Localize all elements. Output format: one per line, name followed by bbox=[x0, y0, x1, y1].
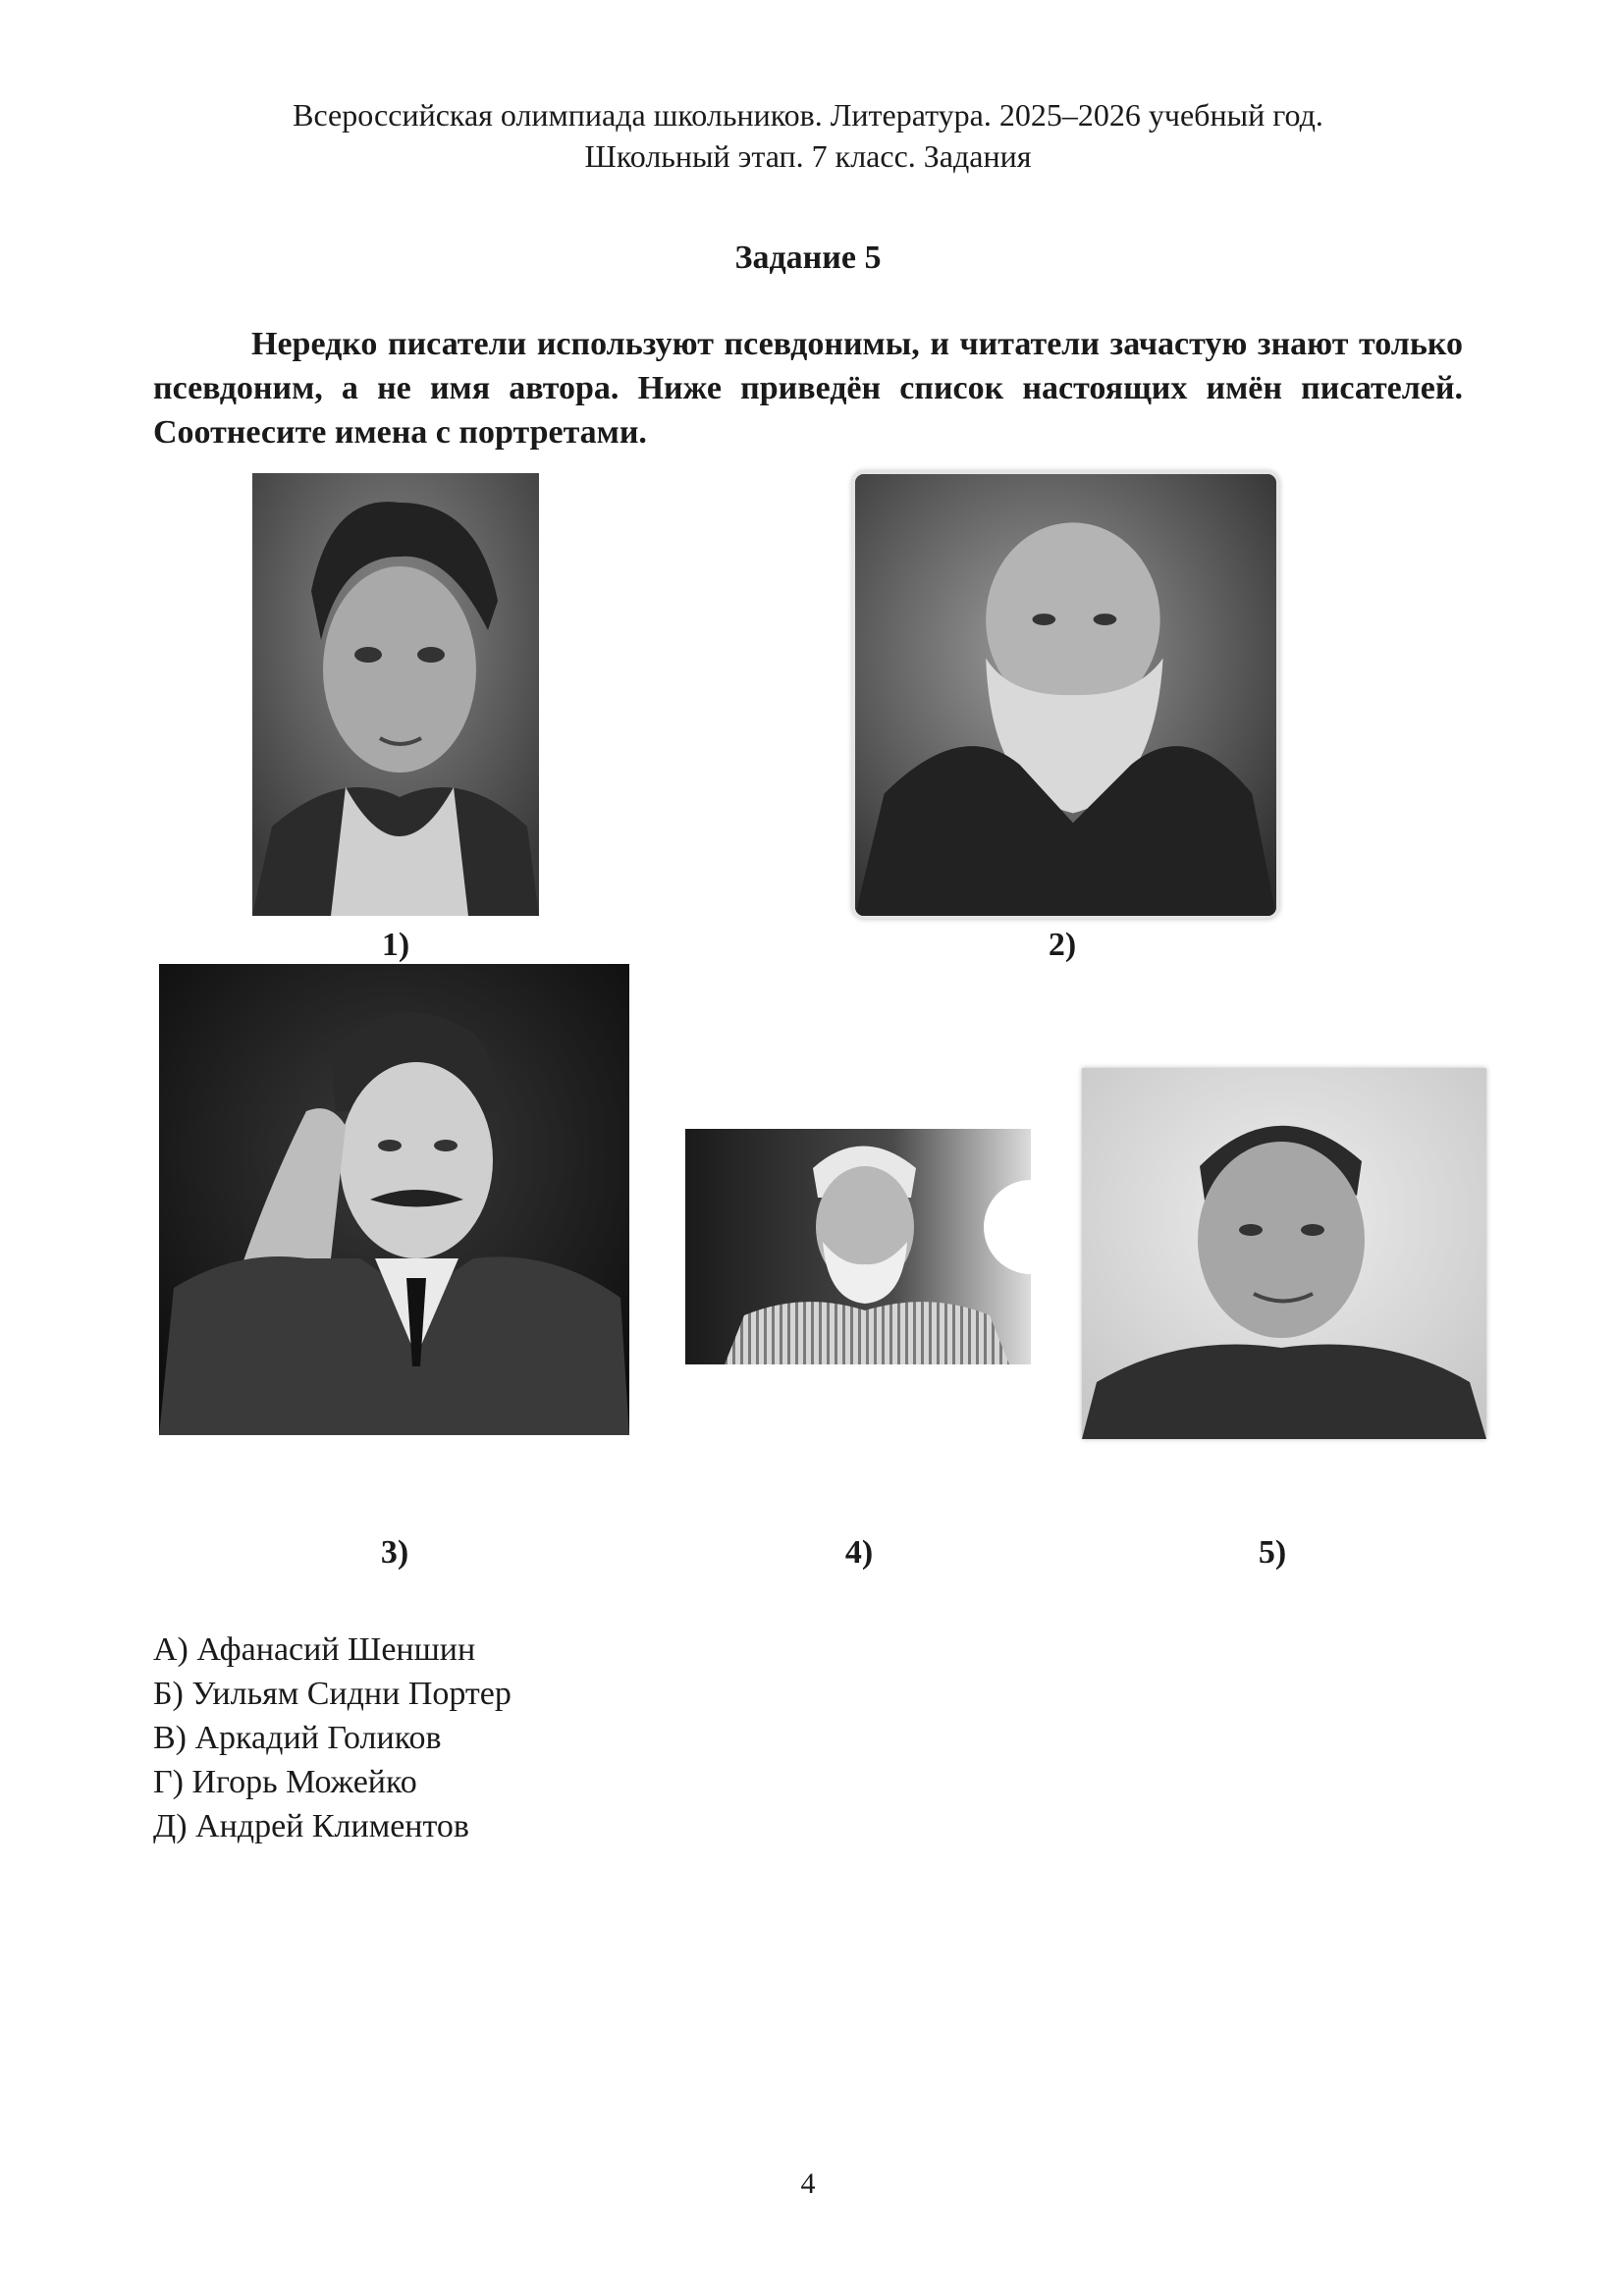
portrait-photo-icon bbox=[159, 964, 629, 1435]
portrait-photo-icon bbox=[855, 474, 1276, 916]
answer-option-g: Г) Игорь Можейко bbox=[153, 1764, 417, 1800]
portrait-4-photo bbox=[685, 1129, 1031, 1364]
portrait-photo-icon bbox=[252, 473, 539, 916]
portrait-3-caption: 3) bbox=[380, 1534, 409, 1571]
task-title: Задание 5 bbox=[734, 240, 882, 276]
portrait-photo-icon bbox=[685, 1129, 1031, 1364]
header-line-1: Всероссийская олимпиада школьников. Литература. 2025–2026 учебный год. bbox=[293, 97, 1323, 133]
document-header bbox=[0, 94, 1616, 177]
portrait-5-caption: 5) bbox=[1258, 1534, 1287, 1571]
answer-option-v: В) Аркадий Голиков bbox=[153, 1720, 442, 1756]
answer-option-d: Д) Андрей Климентов bbox=[153, 1808, 469, 1844]
portrait-1-photo bbox=[252, 473, 539, 916]
portrait-2-caption: 2) bbox=[1048, 927, 1077, 963]
answer-option-a: А) Афанасий Шеншин bbox=[153, 1631, 476, 1668]
portrait-photo-icon bbox=[1082, 1068, 1486, 1439]
portrait-3-photo bbox=[159, 964, 629, 1435]
answer-option-b: Б) Уильям Сидни Портер bbox=[153, 1676, 512, 1712]
page-number: 4 bbox=[800, 2167, 816, 2200]
portrait-5-photo bbox=[1082, 1068, 1486, 1439]
task-instruction: Нередко писатели используют псевдонимы, и читатели зачастую знают только псевдоним, а не имя автора. Ниже приведён список настоящих имён писателей. Соотнесите имена с портретами. bbox=[153, 326, 1463, 451]
portrait-4-caption: 4) bbox=[844, 1534, 874, 1571]
portrait-2-photo bbox=[852, 471, 1279, 919]
portrait-1-caption: 1) bbox=[381, 927, 410, 963]
header-line-2: Школьный этап. 7 класс. Задания bbox=[584, 138, 1032, 174]
answer-list bbox=[153, 1628, 512, 1848]
